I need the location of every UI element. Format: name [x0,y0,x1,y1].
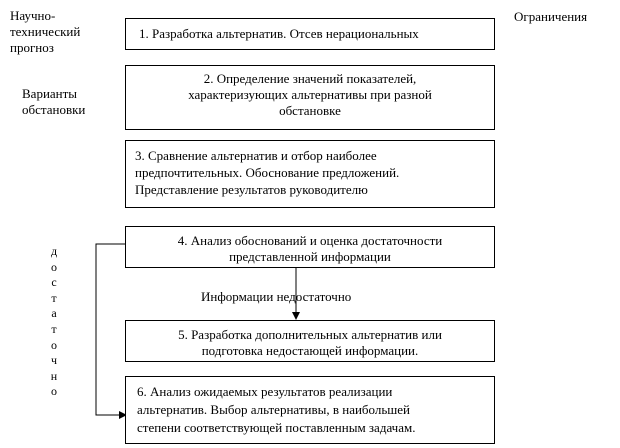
sufficient-arrow [96,244,126,415]
vertical-letter: о [51,259,57,274]
vertical-letter: н [50,368,58,383]
vertical-letter: т [51,290,57,305]
label-sufficient-vertical [49,244,59,400]
vertical-letter: ч [50,353,58,368]
label-variants: Варианты обстановки [22,86,86,117]
vertical-letter: о [51,384,57,399]
step-2-box: 2. Определение значений показателей, характеризующих альтернативы при разной обстановке [125,65,495,130]
vertical-letter: т [51,321,57,336]
label-constraints: Ограничения [514,9,588,24]
vertical-letter: о [51,337,57,352]
step-4-box: 4. Анализ обоснований и оценка достаточности представленной информации [125,226,495,268]
vertical-letter: с [51,275,57,290]
vertical-letter: д [50,244,58,258]
label-insufficient: Информации недостаточно [201,289,352,304]
step-5-box: 5. Разработка дополнительных альтернатив или подготовка недостающей информации. [125,320,495,362]
step-1-box: 1. Разработка альтернатив. Отсев нерациональных [125,18,495,50]
label-forecast: Научно- технический прогноз [10,8,81,55]
vertical-letter: а [51,306,57,321]
step-6-box: 6. Анализ ожидаемых результатов реализации альтернатив. Выбор альтернативы, в наибольшей степени соответствующей поставленным задачам. [125,376,495,444]
step-3-box: 3. Сравнение альтернатив и отбор наиболее предпочтительных. Обоснование предложений. Представление результатов руководителю [125,140,495,208]
